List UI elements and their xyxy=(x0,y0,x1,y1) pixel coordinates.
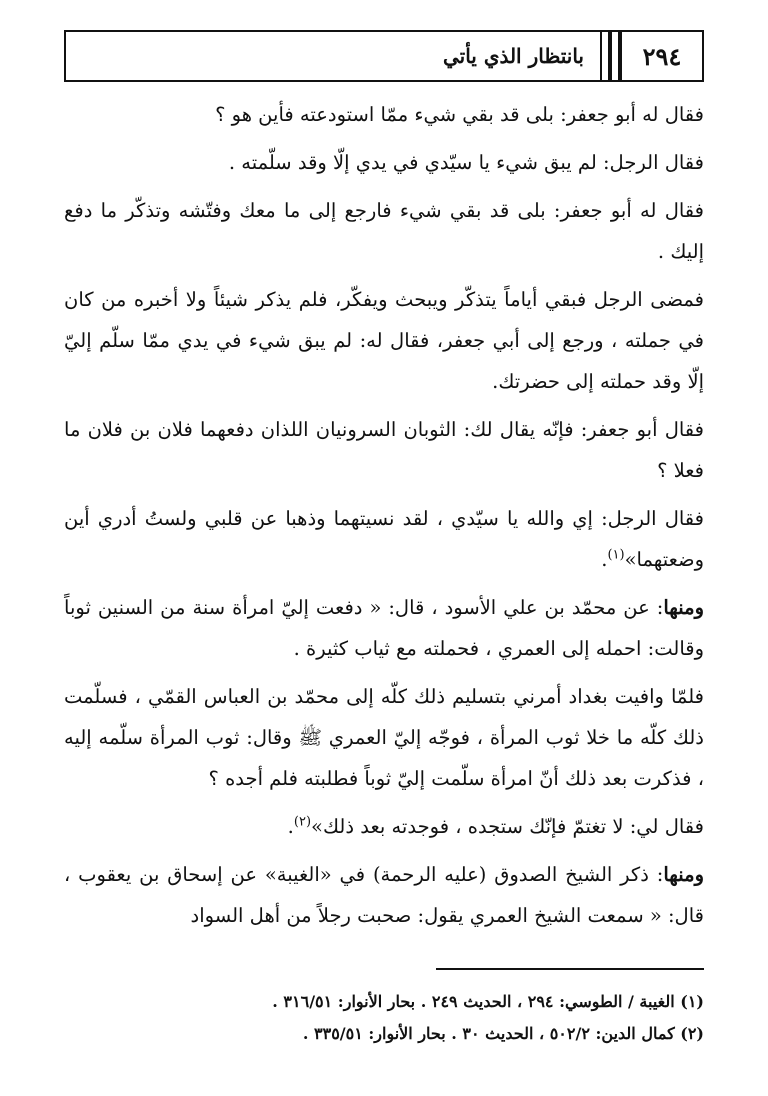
paragraph-text: فقال الرجل: إي والله يا سيّدي ، لقد نسيتهما وذهبا عن قلبي ولستُ أدري أين وضعتهما» xyxy=(64,507,704,571)
footnote-reference[interactable]: (١) xyxy=(607,547,625,563)
header-divider-rules xyxy=(600,32,620,80)
paragraph: فقال الرجل: لم يبق شيء يا سيّدي في يدي إلّا وقد سلّمته . xyxy=(228,151,704,174)
paragraph: فمضى الرجل فبقي أياماً يتذكّر ويبحث ويفكّر، فلم يذكر شيئاً ولا أخبره من كان في جملته ، ورجع إلى أبي جعفر، فقال له: لم يبق شيء في يدي ممّا سلّم إليّ إلّا وقد حملته إلى حضرتك. xyxy=(64,288,704,393)
running-title: بانتظار الذي يأتي xyxy=(442,44,584,68)
paragraph-end: . xyxy=(287,815,294,838)
footnote: (٢) كمال الدين: ٥٠٢/٢ ، الحديث ٣٠ . بحار الأنوار: ٣٣٥/٥١ . xyxy=(302,1024,704,1043)
paragraph: فقال له أبو جعفر: بلى قد بقي شيء فارجع إلى ما معك وفتّشه وتذكّر ما دفع إليك . xyxy=(64,199,704,263)
paragraph-end: . xyxy=(601,548,608,571)
paragraph-text: فقال لي: لا تغتمّ فإنّك ستجده ، فوجدته بعد ذلك» xyxy=(311,815,704,838)
paragraph: فقال أبو جعفر: فإنّه يقال لك: الثوبان السرونيان اللذان دفعهما فلان بن فلان ما فعلا ؟ xyxy=(64,418,704,482)
paragraph xyxy=(64,587,704,669)
footnote-reference[interactable]: (٢) xyxy=(293,814,312,830)
footnotes xyxy=(64,986,704,1050)
paragraph xyxy=(64,806,704,847)
paragraph: فقال له أبو جعفر: بلى قد بقي شيء ممّا استودعته فأين هو ؟ xyxy=(215,103,704,126)
footnote: (١) الغيبة / الطوسي: ٢٩٤ ، الحديث ٢٤٩ . بحار الأنوار: ٣١٦/٥١ . xyxy=(272,992,704,1011)
body-text xyxy=(64,94,704,943)
divider-line xyxy=(608,32,612,80)
section-keyword: ومنها xyxy=(663,596,704,619)
paragraph-text: : عن محمّد بن علي الأسود ، قال: « دفعت إليّ امرأة سنة من السنين ثوباً وقالت: احمله إلى العمري ، فحملته مع ثياب كثيرة . xyxy=(64,596,704,660)
footnote-separator xyxy=(436,968,704,970)
section-keyword: ومنها xyxy=(663,863,704,886)
paragraph-text: : ذكر الشيخ الصدوق (عليه الرحمة) في «الغيبة» عن إسحاق بن يعقوب ، قال: « سمعت الشيخ العمري يقول: صحبت رجلاً من أهل السواد xyxy=(64,863,704,927)
paragraph: فلمّا وافيت بغداد أمرني بتسليم ذلك كلّه إلى محمّد بن العباس القمّي ، فسلّمت ذلك كلّه ما خلا ثوب المرأة ، فوجّه إليّ العمري ﷺ وقال: ثوب المرأة سلّمه إليه ، فذكرت بعد ذلك أنّ امرأة سلّمت إليّ ثوباً فطلبته فلم أجده ؟ xyxy=(64,685,704,790)
paragraph xyxy=(64,498,704,580)
paragraph xyxy=(64,854,704,936)
divider-line xyxy=(600,32,602,80)
page-number: ٢٩٤ xyxy=(620,32,702,80)
running-header xyxy=(64,30,704,82)
